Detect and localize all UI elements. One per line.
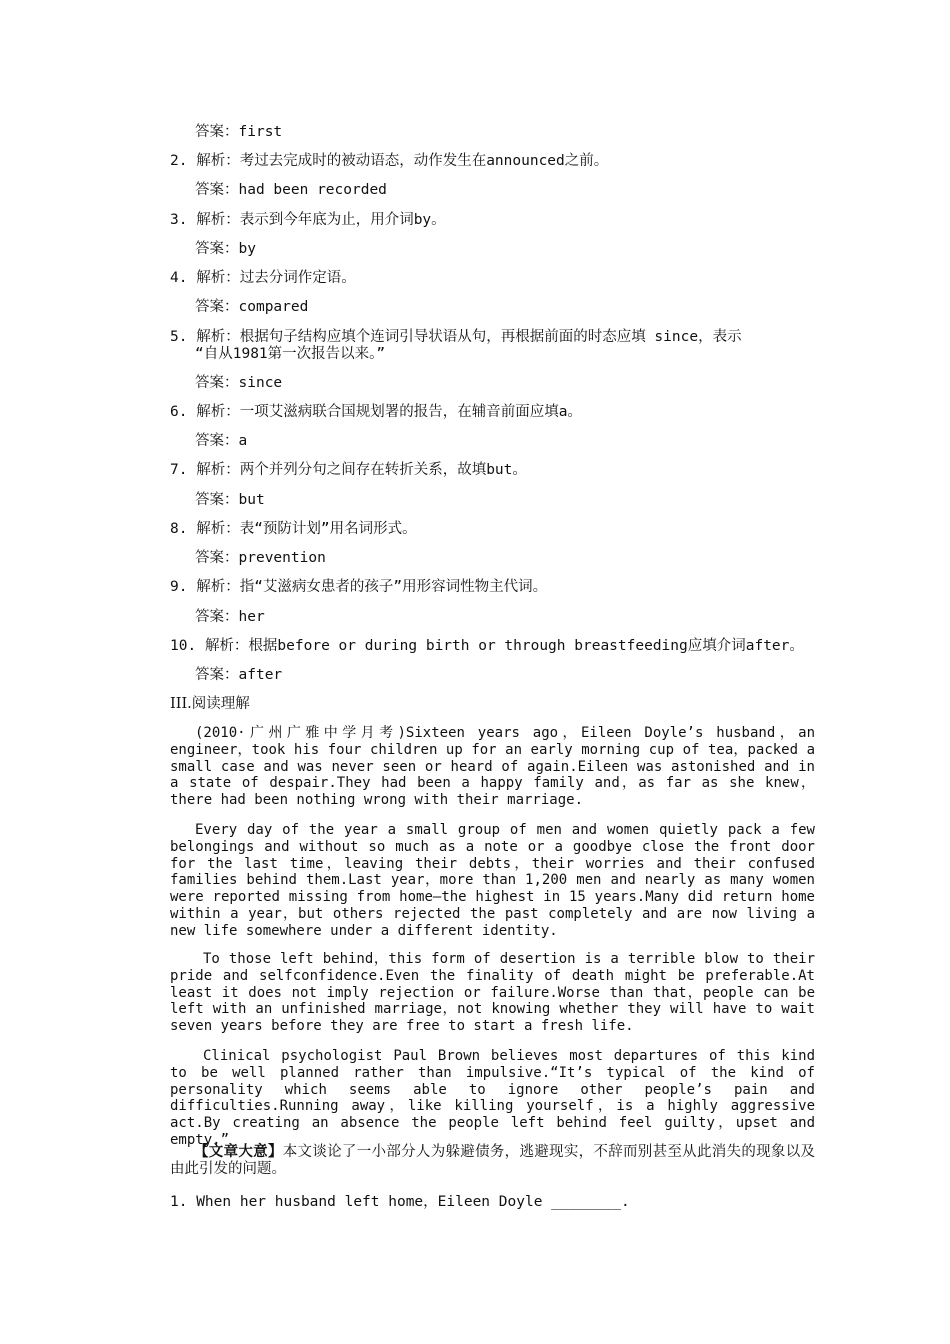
item-number: 9.: [170, 579, 188, 595]
analysis-label: 解析：: [196, 404, 240, 420]
answer-value: by: [238, 241, 256, 257]
answer-value: first: [238, 124, 283, 140]
summary-label: 【文章大意】: [194, 1144, 283, 1160]
analysis-text: 一项艾滋病联合国规划署的报告，在辅音前面应填a。: [239, 404, 582, 420]
summary-text: 本文谈论了一小部分人为躲避债务，逃避现实，不辞而别甚至从此消失的现象以及由此引发的问题。: [170, 1144, 816, 1177]
answer-line-5: [195, 375, 840, 392]
analysis-text: 根据before or during birth or through breastfeeding应填介词after。: [248, 638, 804, 654]
answer-label: 答案：: [195, 550, 239, 566]
analysis-label: 解析：: [196, 212, 240, 228]
answer-value: since: [238, 375, 283, 391]
item-number: 6.: [170, 404, 188, 420]
answer-label: 答案：: [195, 299, 239, 315]
analysis-text: 表示到今年底为止，用介词by。: [239, 212, 446, 228]
analysis-line-5: [170, 329, 815, 346]
answer-line-10: [195, 667, 840, 684]
passage-paragraph-4: Clinical psychologist Paul Brown believes most departures of this kind to be well planned rather than impulsive.“It’s typical of the kind of personality which seems able to ignore other people’s pain and difficulties.Running away，like killing yourself，is a highly aggressive act.By creating an absence the people left behind feel guilty，upset and empty.”: [170, 1048, 815, 1148]
answer-label: 答案：: [195, 433, 239, 449]
analysis-text: 表“预防计划”用名词形式。: [239, 521, 417, 537]
answer-value: after: [238, 667, 283, 683]
analysis-text: “自从1981第一次报告以来。”: [195, 346, 386, 362]
answer-line-7: [195, 492, 840, 509]
analysis-line-8: [170, 521, 815, 538]
analysis-text: 过去分词作定语。: [239, 270, 356, 286]
item-number: 8.: [170, 521, 188, 537]
analysis-label: 解析：: [196, 521, 240, 537]
passage-paragraph-3: To those left behind，this form of desertion is a terrible blow to their pride and selfconfidence.Even the finality of death might be preferable.At least it does not imply rejection or failure.Worse than that，people can be left with an unfinished marriage，not knowing whether they will have to wait seven years before they are free to start a fresh life.: [170, 951, 815, 1035]
section-title: III.阅读理解: [170, 696, 250, 712]
question-1: 1. When her husband left home，Eileen Doyle ________.: [170, 1194, 630, 1210]
item-number: 10.: [170, 638, 197, 654]
analysis-line-7: [170, 462, 815, 479]
answer-label: 答案：: [195, 492, 239, 508]
answer-label: 答案：: [195, 609, 239, 625]
analysis-label: 解析：: [196, 270, 240, 286]
answer-label: 答案：: [195, 667, 239, 683]
analysis-label: 解析：: [196, 153, 240, 169]
answer-value: had been recorded: [238, 182, 387, 198]
analysis-line-6: [170, 404, 815, 421]
item-number: 3.: [170, 212, 188, 228]
analysis-line-4: [170, 270, 815, 287]
answer-line-1: [195, 124, 840, 141]
answer-line-6: [195, 433, 840, 450]
answer-value: her: [238, 609, 265, 625]
analysis-label: 解析：: [196, 579, 240, 595]
analysis-label: 解析：: [204, 638, 249, 654]
item-number: 5.: [170, 329, 188, 345]
answer-line-3: [195, 241, 840, 258]
analysis-text: 指“艾滋病女患者的孩子”用形容词性物主代词。: [239, 579, 548, 595]
answer-label: 答案：: [195, 182, 239, 198]
analysis-line-2: [170, 153, 815, 170]
answer-value: a: [238, 433, 248, 449]
analysis-line-10: [170, 638, 815, 655]
answer-line-2: [195, 182, 840, 199]
answer-label: 答案：: [195, 375, 239, 391]
analysis-label: 解析：: [196, 329, 240, 345]
analysis-text: 根据句子结构应填个连词引导状语从句，再根据前面的时态应填 since，表示: [239, 329, 742, 345]
answer-line-4: [195, 299, 840, 316]
analysis-label: 解析：: [196, 462, 240, 478]
answer-label: 答案：: [195, 124, 239, 140]
answer-value: compared: [238, 299, 309, 315]
answer-value: prevention: [238, 550, 326, 566]
item-number: 7.: [170, 462, 188, 478]
analysis-text: 考过去完成时的被动语态，动作发生在announced之前。: [239, 153, 609, 169]
answer-label: 答案：: [195, 241, 239, 257]
analysis-line-3: [170, 212, 815, 229]
answer-line-8: [195, 550, 840, 567]
answer-value: but: [238, 492, 265, 508]
passage-paragraph-2: Every day of the year a small group of men and women quietly pack a few belongings and without so much as a note or a goodbye close the front door for the last time，leaving their debts，their worries and their confused families behind them.Last year，more than 1,200 men and nearly as many women were reported missing from home—the highest in 15 years.Many did return home within a year，but others rejected the past completely and are now living a new life somewhere under a different identity.: [170, 822, 815, 939]
analysis-text: 两个并列分句之间存在转折关系，故填but。: [239, 462, 527, 478]
item-number: 4.: [170, 270, 188, 286]
analysis-line-9: [170, 579, 815, 596]
passage-paragraph-1: (2010·广州广雅中学月考)Sixteen years ago，Eileen Doyle’s husband，an engineer，took his four children up for an early morning cup of tea，packed a small case and was never seen or heard of again.Eileen was astonished and in a state of despair.They had been a happy family and，as far as she knew，there had been nothing wrong with their marriage.: [170, 725, 815, 809]
analysis-line-5-cont: [195, 346, 840, 363]
summary-paragraph: [170, 1144, 815, 1178]
item-number: 2.: [170, 153, 188, 169]
answer-line-9: [195, 609, 840, 626]
